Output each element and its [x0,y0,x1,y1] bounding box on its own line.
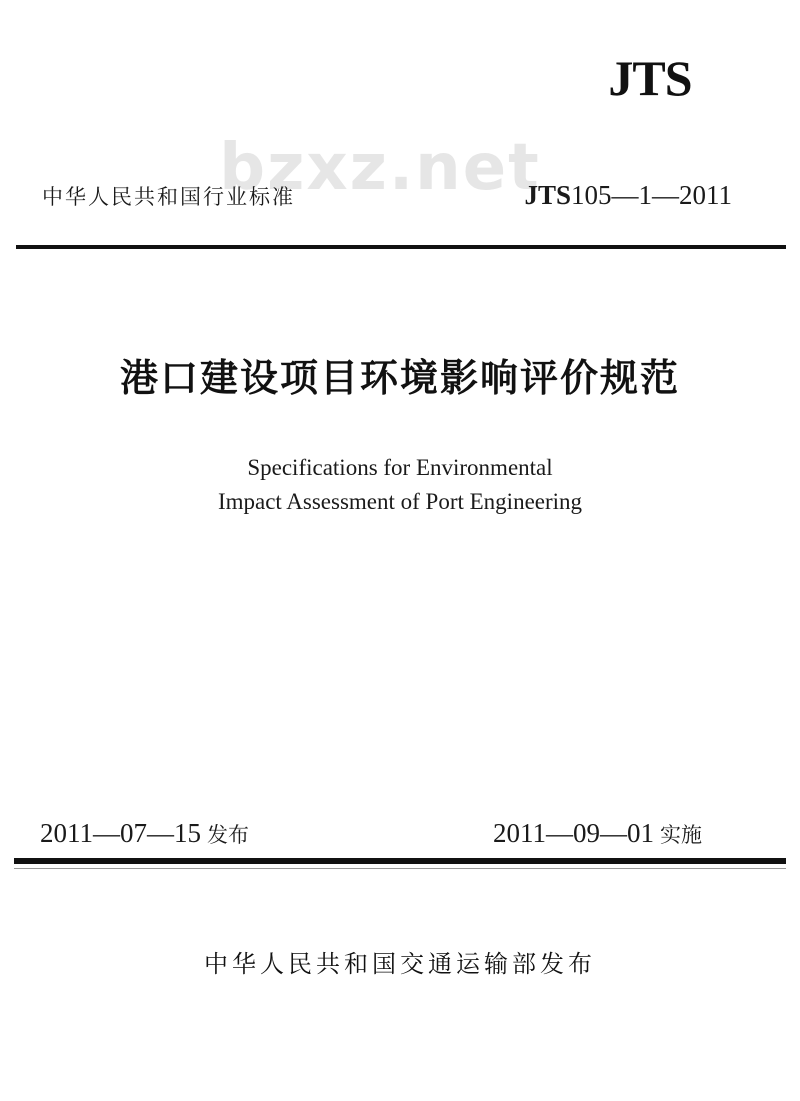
standard-number-prefix: JTS [524,180,571,210]
issue-label: 发布 [207,823,249,847]
bottom-divider-thin [14,868,786,869]
standard-category: 中华人民共和国行业标准 [42,185,295,209]
title-english-line2: Impact Assessment of Port Engineering [217,489,583,514]
jts-logo: JTS [608,50,692,106]
top-divider [16,245,786,249]
implement-date-block [493,815,702,853]
bottom-divider [14,858,786,864]
standard-number [480,178,732,212]
title-english-line1: Specifications for Environmental [247,455,553,480]
standard-number-suffix: 105—1—2011 [571,180,732,210]
issue-date: 2011—07—15 [40,818,201,848]
publisher: 中华人民共和国交通运输部发布 [204,950,596,978]
issue-date-block [40,815,249,853]
watermark: bzxz.net [219,131,541,205]
title-chinese: 港口建设项目环境影响评价规范 [119,356,680,400]
implement-date: 2011—09—01 [493,818,654,848]
implement-label: 实施 [660,823,702,847]
